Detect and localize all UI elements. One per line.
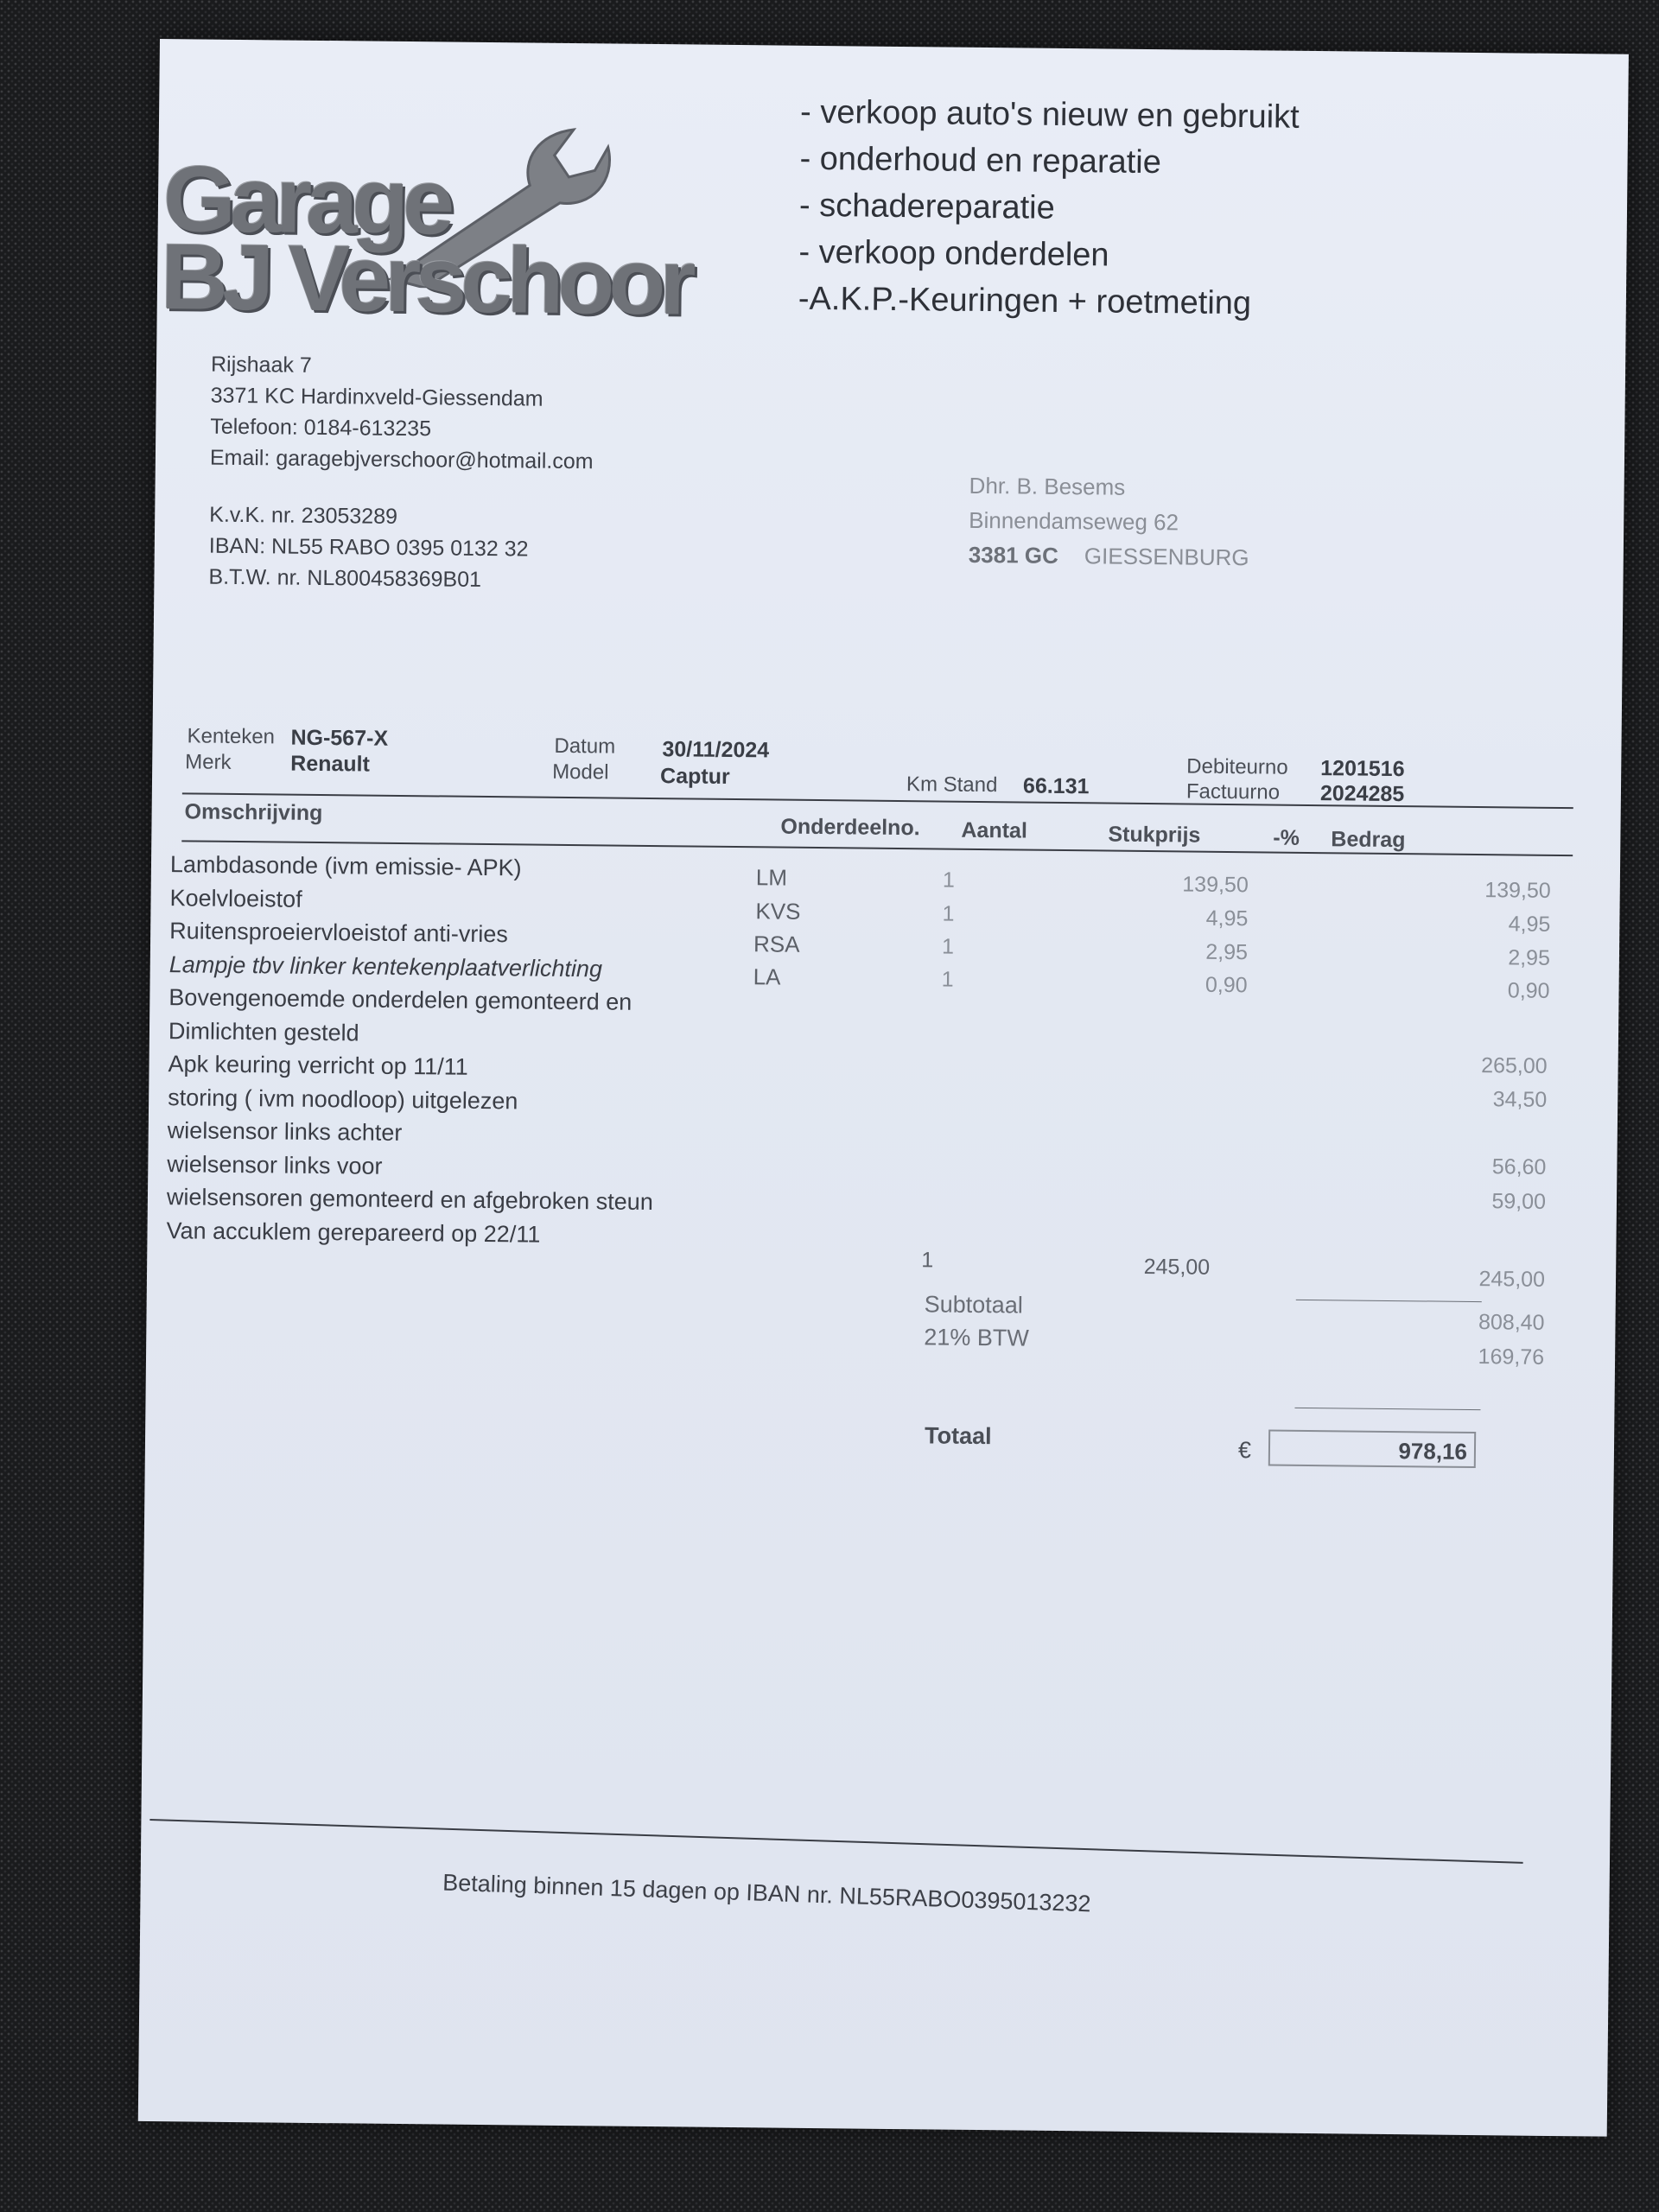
col-omschrijving: Omschrijving <box>184 799 323 826</box>
debiteur-value: 1201516 <box>1320 756 1405 782</box>
part-stukprijs: 139,50 <box>1182 872 1249 898</box>
part-bedrag: 2,95 <box>1508 945 1551 970</box>
service-item: -A.K.P.-Keuringen + roetmeting <box>798 280 1252 322</box>
part-bedrag: 139,50 <box>1484 878 1551 903</box>
part-aantal: 1 <box>942 901 955 926</box>
part-aantal: 1 <box>941 967 954 992</box>
description-line: Ruitensproeiervloeistof anti-vries <box>169 918 508 948</box>
company-iban: IBAN: NL55 RABO 0395 0132 32 <box>208 533 529 562</box>
description-line: Koelvloeistof <box>169 884 302 912</box>
part-aantal: 1 <box>942 868 956 893</box>
accu-bedrag: 245,00 <box>1478 1267 1546 1292</box>
part-bedrag: 4,95 <box>1508 912 1551 937</box>
merk-label: Merk <box>185 750 232 774</box>
description-list <box>166 848 657 1252</box>
customer-street: Binnendamseweg 62 <box>969 506 1179 536</box>
services-list <box>798 89 1300 327</box>
company-btw: B.T.W. nr. NL800458369B01 <box>208 564 482 592</box>
garage-logo <box>157 112 691 334</box>
description-line: Lambdasonde (ivm emissie- APK) <box>169 851 522 881</box>
company-kvk: K.v.K. nr. 23053289 <box>209 502 398 529</box>
company-city: 3371 KC Hardinxveld-Giessendam <box>210 383 543 411</box>
part-code: LM <box>755 864 788 891</box>
service-item: - verkoop auto's nieuw en gebruikt <box>799 93 1300 136</box>
model-value: Captur <box>659 764 730 789</box>
subtotal-rule <box>1296 1300 1482 1302</box>
part-code: LA <box>753 963 781 990</box>
part-stukprijs: 4,95 <box>1205 906 1249 931</box>
apk-bedrag: 265,00 <box>1481 1053 1548 1078</box>
part-aantal: 1 <box>941 934 955 959</box>
links-voor-bedrag: 56,60 <box>1491 1154 1547 1179</box>
company-street: Rijshaak 7 <box>210 352 312 378</box>
merk-value: Renault <box>290 751 371 777</box>
description-line: wielsensor links achter <box>167 1117 403 1147</box>
customer-address <box>969 468 1250 575</box>
datum-value: 30/11/2024 <box>662 737 770 763</box>
description-line: wielsensor links voor <box>167 1150 383 1179</box>
description-line: wielsensoren gemonteerd en afgebroken steun <box>166 1184 653 1216</box>
col-korting: -% <box>1273 825 1300 850</box>
company-address <box>208 349 594 597</box>
description-line: Apk keuring verricht op 11/11 <box>168 1051 468 1080</box>
subtotaal-value: 808,40 <box>1478 1310 1545 1335</box>
storing-bedrag: 34,50 <box>1492 1087 1548 1112</box>
subtotaal-label: Subtotaal <box>924 1291 1023 1319</box>
datum-label: Datum <box>554 734 616 759</box>
part-stukprijs: 0,90 <box>1205 972 1248 998</box>
customer-name: Dhr. B. Besems <box>969 472 1126 500</box>
km-value: 66.131 <box>1022 773 1090 799</box>
total-rule <box>1294 1408 1480 1410</box>
customer-city: GIESSENBURG <box>1084 543 1249 571</box>
kenteken-label: Kenteken <box>187 724 276 749</box>
description-line: storing ( ivm noodloop) uitgelezen <box>168 1084 518 1114</box>
logo-line1: Garage <box>162 146 449 254</box>
debiteur-label: Debiteurno <box>1186 754 1288 779</box>
description-line: Dimlichten gesteld <box>168 1017 359 1046</box>
part-bedrag: 0,90 <box>1507 978 1550 1003</box>
payment-terms: Betaling binnen 15 dagen op IBAN nr. NL55RABO0395013232 <box>442 1869 1091 1917</box>
totaal-label: Totaal <box>924 1422 992 1450</box>
model-label: Model <box>552 760 609 785</box>
customer-postcode: 3381 GC <box>968 541 1059 569</box>
description-line: Bovengenoemde onderdelen gemonteerd en <box>168 984 632 1015</box>
kenteken-value: NG-567-X <box>290 725 389 751</box>
btw-label: 21% BTW <box>924 1324 1029 1351</box>
totaal-value-box: 978,16 <box>1268 1430 1476 1469</box>
service-item: - schadereparatie <box>798 187 1055 226</box>
km-label: Km Stand <box>906 772 998 798</box>
col-bedrag: Bedrag <box>1331 827 1406 853</box>
company-phone: Telefoon: 0184-613235 <box>210 414 432 442</box>
description-line: Van accuklem gerepareerd op 22/11 <box>166 1217 541 1248</box>
footer-rule <box>149 1819 1522 1864</box>
service-item: - verkoop onderdelen <box>798 233 1109 274</box>
description-line: Lampje tbv linker kentekenplaatverlichting <box>168 950 603 982</box>
gemonteerd-bedrag: 59,00 <box>1491 1189 1547 1214</box>
factuur-label: Factuurno <box>1185 779 1281 804</box>
col-aantal: Aantal <box>961 817 1028 843</box>
service-item: - onderhoud en reparatie <box>799 140 1162 181</box>
factuur-value: 2024285 <box>1319 781 1405 807</box>
part-code: RSA <box>753 931 800 957</box>
btw-value: 169,76 <box>1478 1344 1545 1370</box>
currency-symbol: € <box>1237 1437 1252 1464</box>
accu-aantal: 1 <box>921 1248 934 1273</box>
part-stukprijs: 2,95 <box>1205 939 1249 965</box>
col-stukprijs: Stukprijs <box>1108 822 1201 848</box>
company-email: Email: garagebjverschoor@hotmail.com <box>209 445 594 474</box>
part-code: KVS <box>755 898 801 925</box>
col-onderdeelno: Onderdeelno. <box>780 814 920 841</box>
invoice-paper <box>138 39 1629 2137</box>
logo-line2: BJ Verschoor <box>160 224 691 334</box>
accu-stukprijs: 245,00 <box>1143 1255 1211 1280</box>
